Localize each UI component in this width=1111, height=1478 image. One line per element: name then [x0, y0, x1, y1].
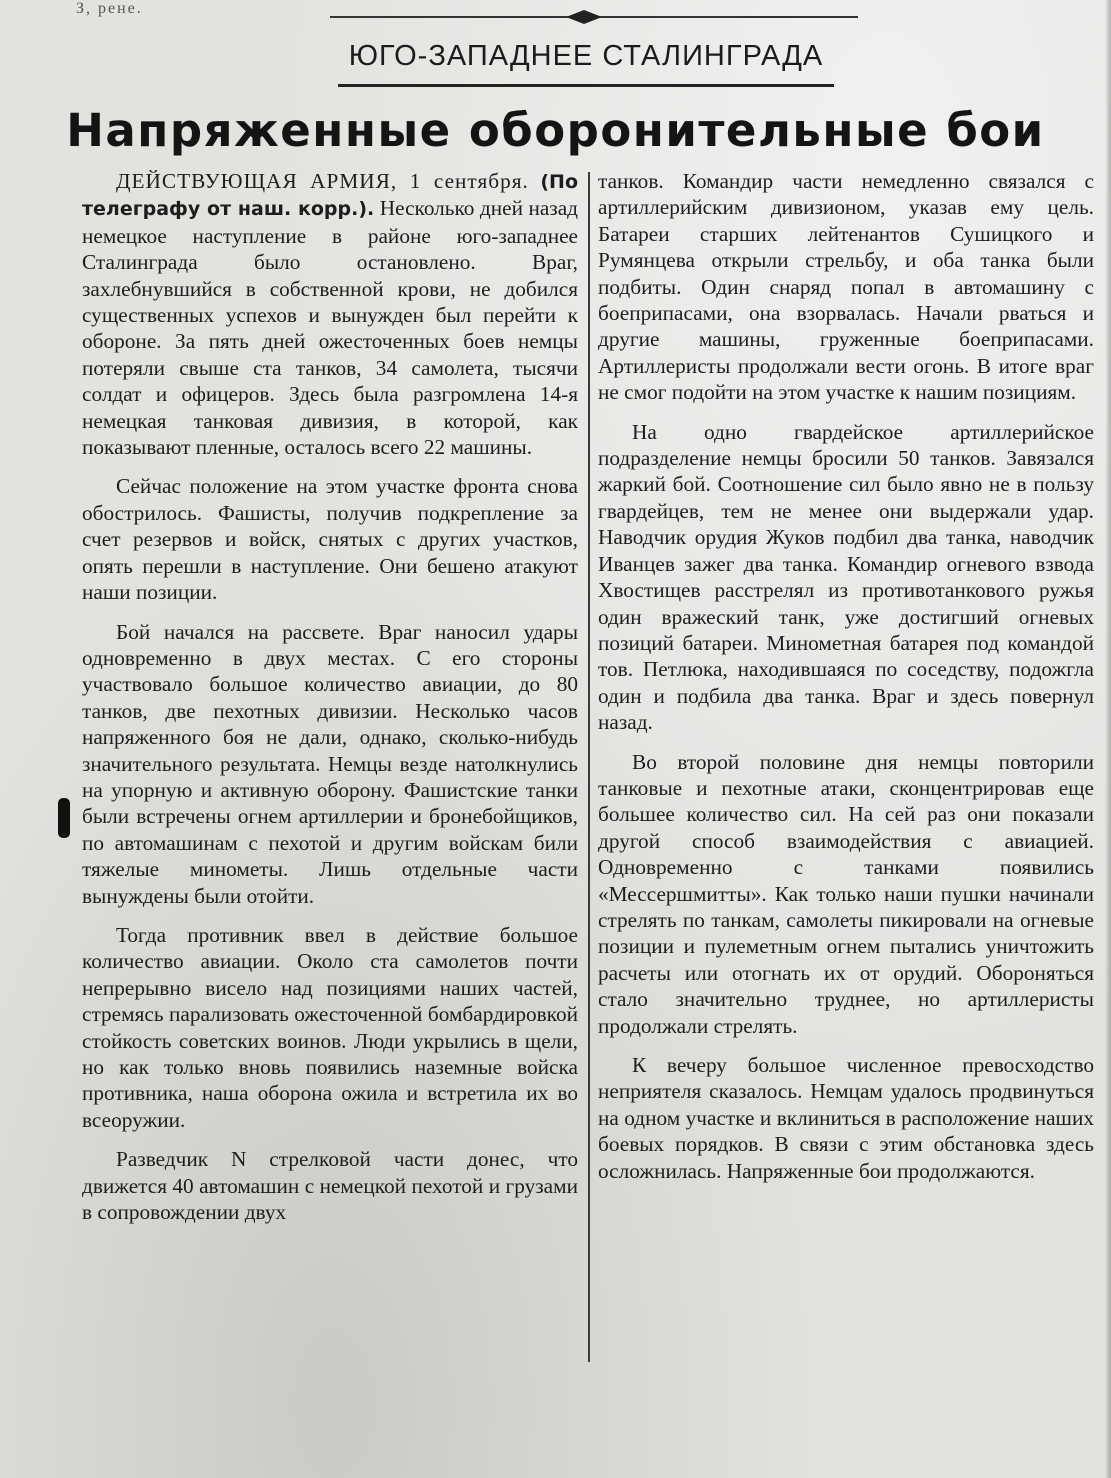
lead-paragraph — [82, 168, 578, 460]
paragraph: Во второй половине дня немцы повторили танковые и пехотные атаки, сконцентрировав еще большее количество сил. На сей раз они показали другой способ взаимодействия с авиацией. Одновременно с танками появились «Мессершмитты». Как только наши пушки начинали стрелять по танкам, самолеты пикировали на огневые позиции и пулеметным огнем пытались уничтожить расчеты или отогнать их от орудий. Обороняться стало значительно труднее, но артиллеристы продолжали стрелять. — [598, 749, 1094, 1038]
dateline: ДЕЙСТВУЮЩАЯ АРМИЯ, 1 сентября. — [116, 169, 529, 193]
article-column-left — [82, 168, 578, 1225]
column-divider — [588, 172, 590, 1362]
paragraph: Сейчас положение на этом участке фронта снова обострилось. Фашисты, получив подкрепление за счет резервов и войск, снятых с других участков, опять перешли в наступление. Они бешено атакуют наши позиции. — [82, 474, 578, 605]
ornament-diamond-icon — [566, 10, 602, 24]
source-credit: (По телеграфу от наш. корр.). — [82, 171, 578, 221]
paragraph-text: Несколько дней назад немецкое наступление в районе юго-западнее Сталинграда было остановлено. Враг, захлебнувшийся в собственной крови, не добился существенных успехов и вынужден был перейти к обороне. За пять дней ожесточенных боев немцы потеряли свыше ста танков, 34 самолета, тысячи солдат и офицеров. Здесь была разгромлена 14-я немецкая танковая дивизия, в которой, как показывают пленные, осталось всего 22 машины. — [82, 196, 579, 460]
article-headline: Напряженные оборонительные бои — [66, 104, 1045, 157]
ink-blot-mark — [58, 798, 70, 838]
paragraph: На одно гвардейское артиллерийское подразделение немцы бросили 50 танков. Завязался жаркий бой. Соотношение сил было явно не в пользу гвардейцев, тем не менее они выдержали удар. Наводчик орудия Жуков подбил два танка, наводчик Иванцев зажег два танка. Командир огневого взвода Хвостищев расстрелял из противотанкового ружья один вражеский танк, уже достигший огневых позиций батареи. Минометная батарея под командой тов. Петлюка, находившаяся по соседству, подожгла один и подбила два танка. Враг и здесь повернул назад. — [598, 419, 1094, 735]
section-rubric: ЮГО-ЗАПАДНЕЕ СТАЛИНГРАДА — [348, 40, 824, 72]
paragraph: К вечеру большое численное превосходство неприятеля сказалось. Немцам удалось продвинуться на одном участке и вклиниться в расположение наших боевых порядков. В связи с этим обстановка здесь осложнилась. Напряженные бои продолжаются. — [598, 1053, 1094, 1183]
corner-fragment-text: З, рене. — [76, 0, 143, 17]
paragraph: Тогда противник ввел в действие большое количество авиации. Около ста самолетов почти непрерывно висело над позициями наших частей, стремясь парализовать ожесточенной бомбардировкой стойкость советских воинов. Люди укрылись в щели, но как только вновь появились наземные войска противника, наша оборона ожила и встретила их во всеоружии. — [82, 922, 578, 1132]
article-column-right — [598, 168, 1094, 1184]
paragraph: Бой начался на рассвете. Враг наносил удары одновременно в двух местах. С его стороны участвовало большое количество авиации, до 80 танков, две пехотных дивизии. Несколько часов напряженного боя не дали, однако, сколько-нибудь значительного результата. Немцы везде натолкнулись на упорную и активную оборону. Фашистские танки были встречены огнем артиллерии и бронебойщиков, по автомашинам с пехотой и другим войскам били тяжелые минометы. Лишь отдельные части вынуждены были отойти. — [82, 619, 578, 908]
paragraph: Разведчик N стрелковой части донес, что движется 40 автомашин с немецкой пехотой и грузами в сопровождении двух — [82, 1147, 578, 1225]
paragraph: танков. Командир части немедленно связался с артиллерийским дивизионом, указав ему цель. Батареи старших лейтенантов Сушицкого и Румянцева открыли стрельбу, и оба танка были подбиты. Один снаряд попал в автомашину с боеприпасами, она взорвалась. Начали рваться и другие машины, груженные боеприпасами. Артиллеристы продолжали вести огонь. В итоге враг не смог подойти на этом участке к нашим позициям. — [598, 169, 1094, 405]
rubric-underline — [338, 84, 834, 87]
scan-edge-shadow — [1105, 0, 1111, 1478]
